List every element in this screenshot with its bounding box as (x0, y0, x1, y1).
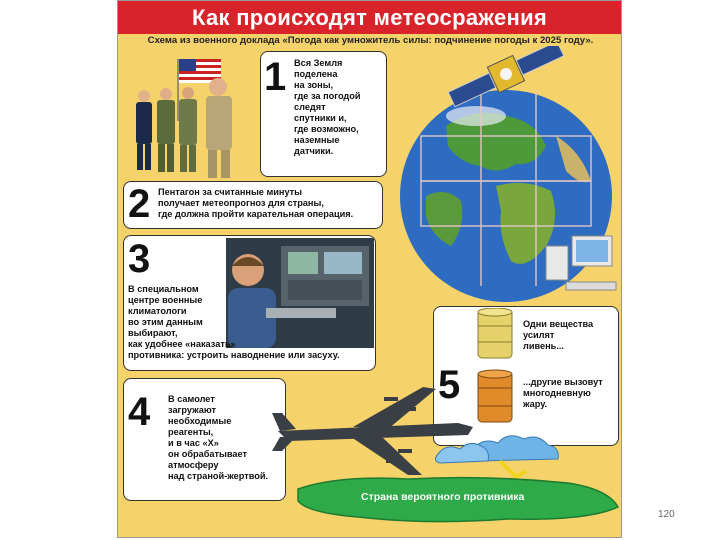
step-4-line: загружают (168, 405, 216, 415)
globe-illustration (386, 46, 621, 306)
step-2-line: где должна пройти карательная операция. (158, 209, 354, 219)
step-1-line: наземные (294, 135, 340, 145)
step-1-line: датчики. (294, 146, 334, 156)
step-2-line: получает метеопрогноз для страны, (158, 198, 324, 208)
poster-subtitle: Схема из военного доклада «Погода как умножитель силы: подчинение погоды к 2025 году». (147, 35, 594, 46)
step-2-number: 2 (128, 182, 151, 226)
step-3-line: выбирают, (128, 328, 178, 338)
step-4-line: В самолет (168, 394, 215, 404)
enemy-country-label: Страна вероятного противника (361, 491, 525, 503)
step-5-line: жару. (523, 399, 548, 409)
step-4-line: над страной-жертвой. (168, 471, 269, 481)
step-1-text (294, 58, 361, 157)
step-4-line: он обрабатывает (168, 449, 247, 459)
bomber-and-country-illustration (268, 379, 622, 529)
step-1-line: поделена (294, 69, 338, 79)
infographic-poster (117, 0, 622, 538)
step-1-line: спутники и, (294, 113, 347, 123)
step-3-line: противника: устроить наводнение или засуху. (128, 350, 340, 360)
step-4-line: необходимые (168, 416, 232, 426)
step-5-number: 5 (438, 363, 461, 407)
step-3-line: как удобнее «наказать» (128, 339, 236, 349)
step-4-text (168, 394, 268, 482)
step-4-line: атмосферу (168, 460, 219, 470)
step-5-line: ...другие вызовут (523, 377, 603, 387)
step-3-text (128, 284, 340, 361)
step-1-line: где возможно, (294, 124, 359, 134)
step-1-line: где за погодой (294, 91, 361, 101)
step-1-line: на зоны, (294, 80, 334, 90)
slide-page-number: 120 (658, 509, 675, 520)
step-3-line: во этим данным (128, 317, 203, 327)
step-3-line: климатологи (128, 306, 187, 316)
poster-title: Как происходят метеосражения (118, 1, 621, 34)
step-3-line: В специальном (128, 284, 199, 294)
step-5-line: многодневную (523, 388, 591, 398)
step-1-number: 1 (264, 55, 287, 99)
step-3-number: 3 (128, 237, 151, 281)
step-2-text (158, 187, 353, 220)
step-1-line: следят (294, 102, 326, 112)
step-5-text-a (523, 319, 593, 352)
step-5-line: ливень... (523, 341, 564, 351)
step-4-number: 4 (128, 390, 151, 434)
step-5-line: усилят (523, 330, 555, 340)
step-3-line: центре военные (128, 295, 203, 305)
soldiers-illustration (126, 51, 251, 181)
step-4-line: и в час «Х» (168, 438, 219, 448)
step-5-line: Одни вещества (523, 319, 594, 329)
step-4-line: реагенты, (168, 427, 214, 437)
step-1-line: Вся Земля (294, 58, 343, 68)
step-2-line: Пентагон за считанные минуты (158, 187, 303, 197)
